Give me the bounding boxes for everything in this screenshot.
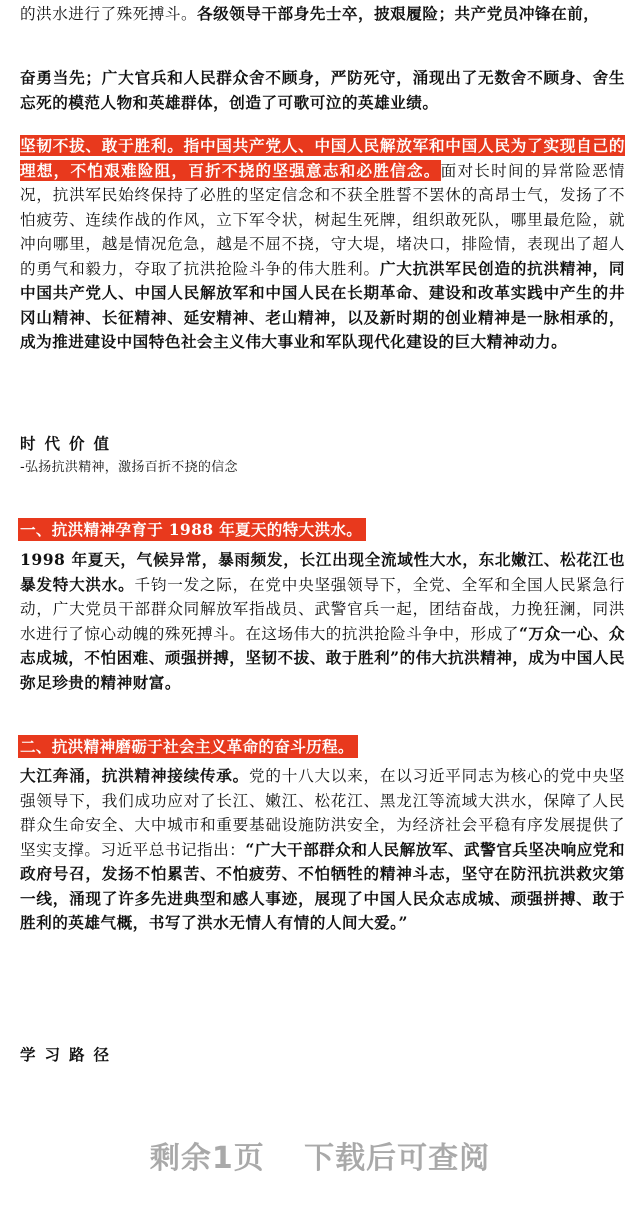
paragraph-heroes: 奋勇当先；广大官兵和人民群众舍不顾身，严防死守，涌现出了无数舍不顾身、舍生忘死的模范人物和英雄群体，创造了可歌可泣的英雄业绩。: [20, 68, 625, 112]
paragraph-text: 党的十八大以来，在以习近平同志为核心的党中央坚强领导下，我们成功应对了长江、嫩江、松花江、黑龙江等流域大洪水，保障了人民群众生命安全、大中城市和重要基础设施防洪安全，为经济社会平稳有序发展提供了坚实支撑。习近平总书记指出：: [20, 767, 625, 859]
paragraph-perseverance: [20, 134, 625, 355]
paragraph-bold-text: 大江奔涌，抗洪精神接续传承。: [20, 766, 250, 785]
section-title-learning-path: 学习路径: [20, 1046, 119, 1064]
heading-item-1: 一、抗洪精神孕育于 1988 年夏天的特大洪水。: [18, 518, 366, 541]
paragraph-bold-text: 广大抗洪军民创造的抗洪精神，同中国共产党人、中国人民解放军和中国人民在长期革命、建设和改革实践中产生的井冈山精神、长征精神、延安精神、老山精神，以及新时期的创业精神是一脉相承的，成为推进建设中国特色社会主义伟大事业和军队现代化建设的巨大精神动力。: [20, 258, 625, 351]
paragraph-text: 的洪水进行了殊死搏斗。: [20, 5, 198, 23]
paragraph-bold-text: “万众一心、众志成城，不怕困难、顽强拼搏，坚韧不拔、敢于胜利”的伟大抗洪精神，成为中国人民弥足珍贵的精神财富。: [20, 623, 625, 692]
paragraph-text: 面对长时间的异常险恶情况，抗洪军民始终保持了必胜的坚定信念和不获全胜誓不罢休的高昂士气，发扬了不怕疲劳、连续作战的作风，立下军令状，树起生死牌，组织敢死队，哪里最危险，就冲向哪里，越是情况危急，越是不屈不挠，守大堤，堵决口，排险情，表现出了超人的勇气和毅力，夺取了抗洪抢险斗争的伟大胜利。: [20, 161, 625, 278]
download-prompt-text[interactable]: 剩余1页 下载后可查阅: [149, 1141, 491, 1176]
section-title-value: 时代价值: [20, 435, 119, 453]
paragraph-item-1: [20, 548, 625, 695]
paragraph-top: [20, 2, 625, 27]
paragraph-bold-text: 各级领导干部身先士卒，披艰履险；共产党员冲锋在前，: [197, 4, 600, 23]
paragraph-bold-text: “广大干部群众和人民解放军、武警官兵坚决响应党和政府号召，发扬不怕累苦、不怕疲劳、不怕牺牲的精神斗志，坚守在防汛抗洪救灾第一线，涌现了许多先进典型和感人事迹，展现了中国人民众志成城、顽强拼搏、敢于胜利的英雄气概，书写了洪水无情人有情的人间大爱。”: [20, 839, 625, 932]
paragraph-text: 千钧一发之际，在党中央坚强领导下，全党、全军和全国人民紧急行动，广大党员干部群众同解放军指战员、武警官兵一起，团结奋战，力挽狂澜，同洪水进行了惊心动魄的殊死搏斗。在这场伟大的抗洪抢险斗争中，形成了: [20, 575, 625, 643]
paragraph-bold-text: 1998 年夏天，气候异常，暴雨频发，长江出现全流域性大水，东北嫩江、松花江也暴发特大洪水。: [20, 550, 625, 594]
section-subtitle: -弘扬抗洪精神，激扬百折不挠的信念: [20, 460, 238, 475]
paragraph-item-2: [20, 764, 625, 936]
heading-item-2: 二、抗洪精神磨砺于社会主义革命的奋斗历程。: [18, 735, 358, 758]
highlighted-definition: 坚韧不拔、敢于胜利。指中国共产党人、中国人民解放军和中国人民为了实现自己的理想，不怕艰难险阻，百折不挠的坚强意志和必胜信念。: [20, 136, 625, 180]
